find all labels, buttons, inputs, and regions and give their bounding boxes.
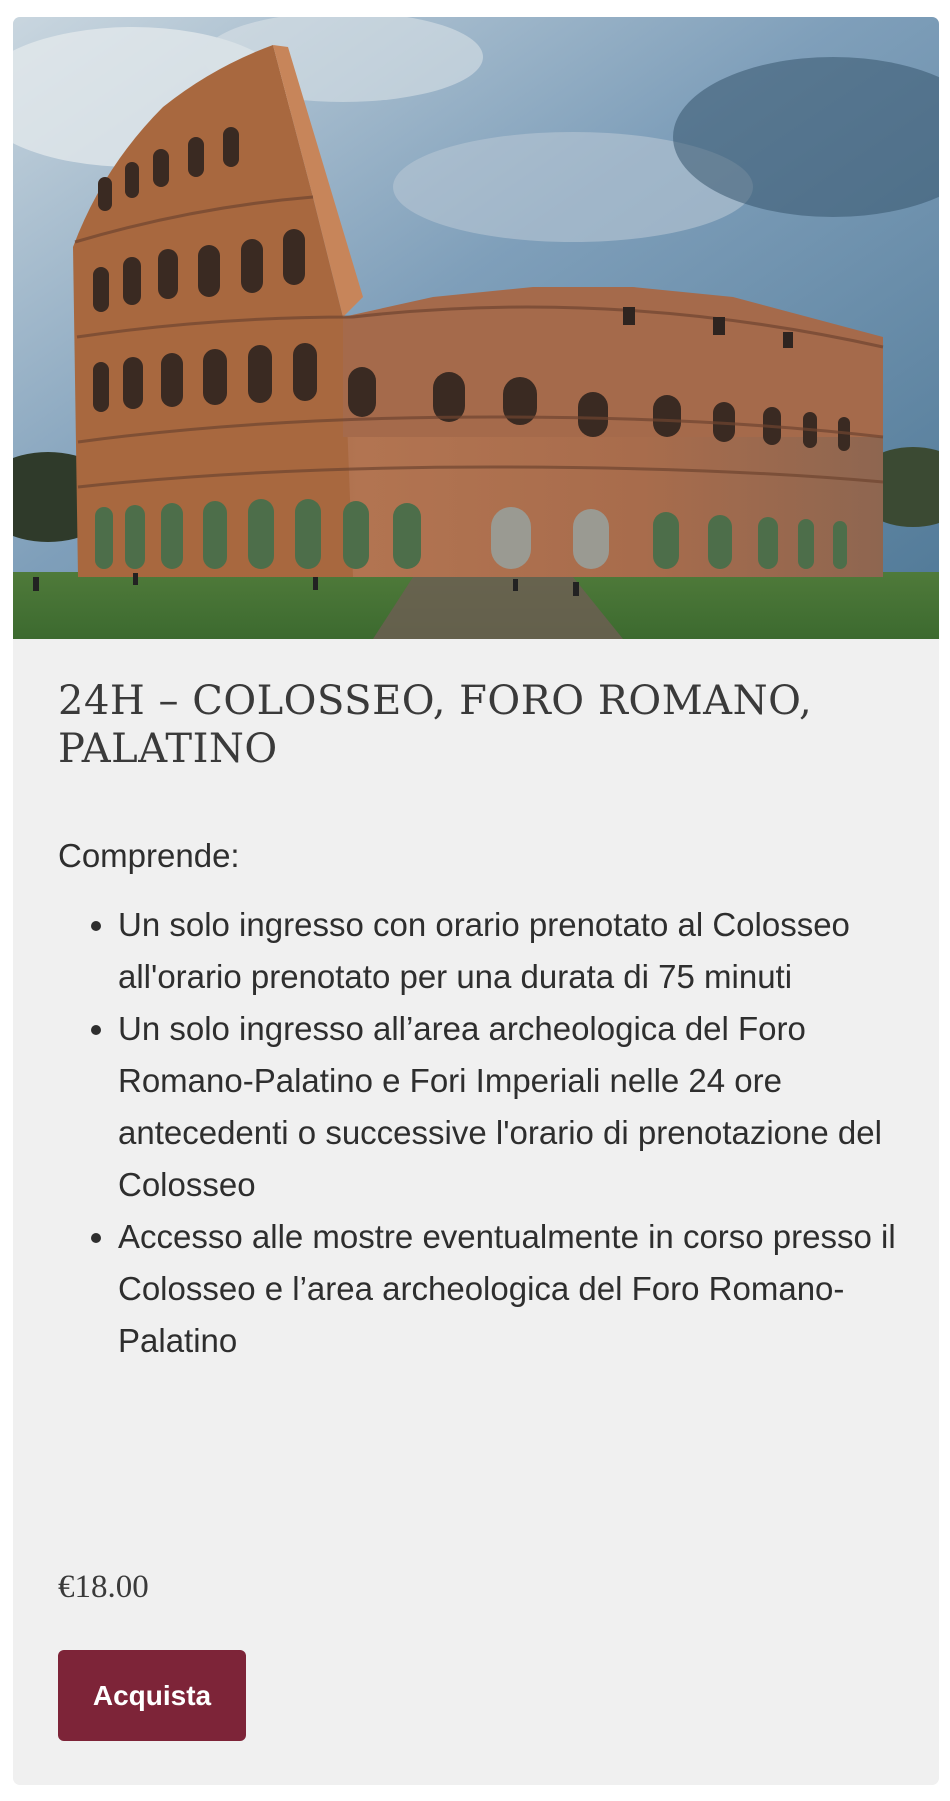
feature-item: • Accesso alle mostre eventualmente in corso presso il Colosseo e l’area archeologica del Foro Romano-Palatino <box>118 1211 908 1367</box>
product-card <box>13 17 939 1785</box>
colosseum-photo <box>13 17 939 639</box>
product-title: 24H – COLOSSEO, FORO ROMANO, PALATINO <box>58 678 813 772</box>
feature-item: • Un solo ingresso con orario prenotato al Colosseo all'orario prenotato per una durata di 75 minuti <box>118 899 908 1003</box>
feature-item: • Un solo ingresso all’area archeologica del Foro Romano-Palatino e Fori Imperiali nelle 24 ore antecedenti o successive l'orario di prenotazione del Colosseo <box>118 1003 908 1211</box>
price: €18.00 <box>58 1569 149 1605</box>
buy-button[interactable]: Acquista <box>58 1650 246 1741</box>
features-list <box>58 899 908 1367</box>
includes-label: Comprende: <box>58 837 240 874</box>
